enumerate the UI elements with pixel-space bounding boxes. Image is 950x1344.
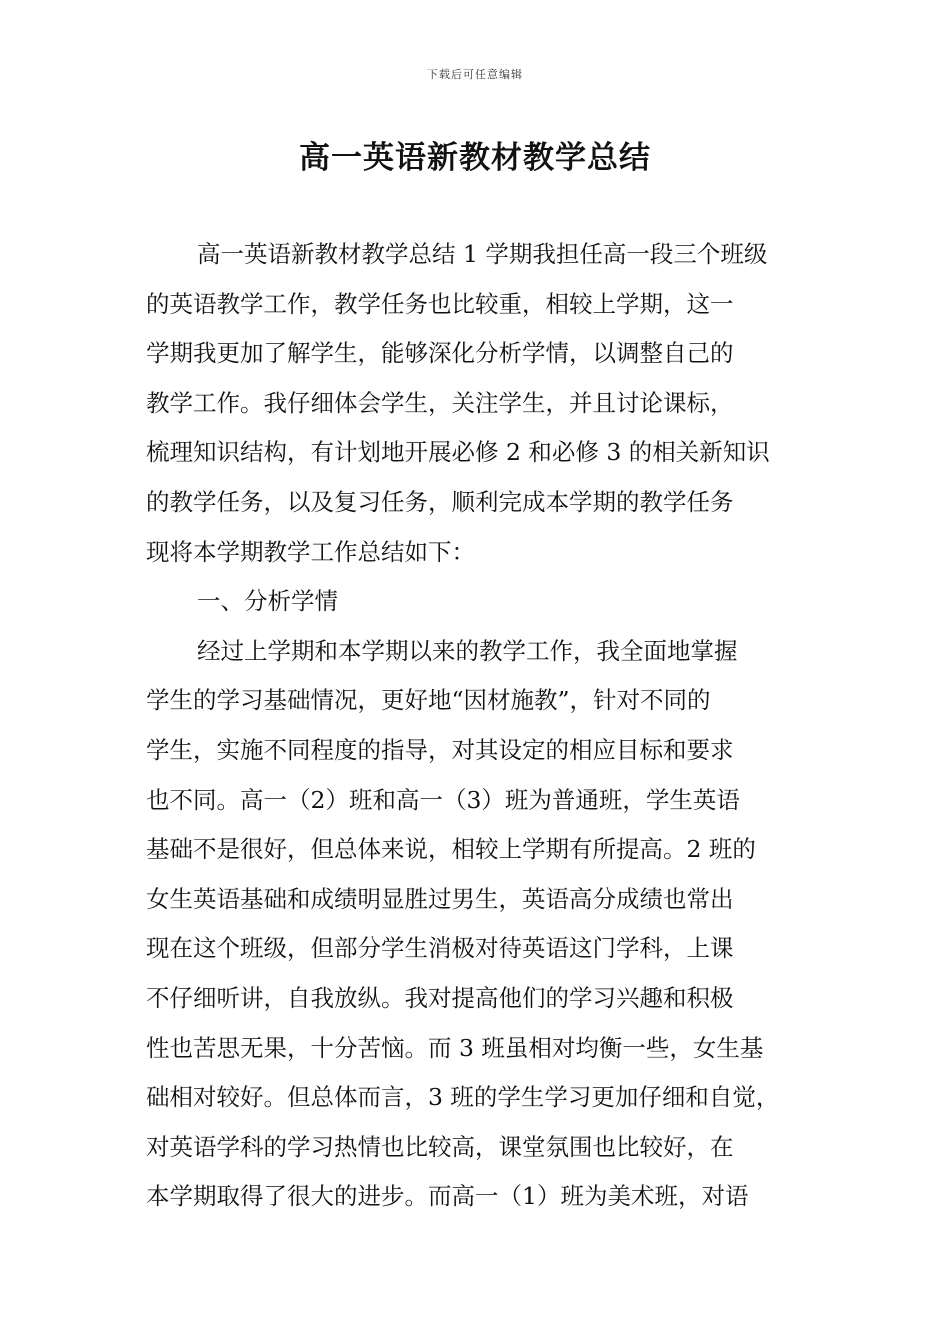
paragraph-line: 学生，实施不同程度的指导，对其设定的相应目标和要求 [146, 735, 734, 764]
body-text [146, 230, 808, 1222]
paragraph-line: 不仔细听讲，自我放纵。我对提高他们的学习兴趣和积极 [146, 983, 734, 1012]
paragraph-line: 的教学任务，以及复习任务，顺利完成本学期的教学任务 [146, 487, 734, 516]
paragraph-line: 高一英语新教材教学总结 1 学期我担任高一段三个班级 [197, 240, 768, 268]
paragraph-line: 教学工作。我仔细体会学生，关注学生，并且讨论课标， [146, 388, 734, 417]
paragraph-line: 对英语学科的学习热情也比较高，课堂氛围也比较好，在 [146, 1132, 734, 1161]
paragraph-line: 一、分析学情 [197, 587, 338, 616]
paragraph-line: 性也苦思无果，十分苦恼。而 3 班虽相对均衡一些，女生基 [146, 1033, 764, 1062]
paragraph-line: 的英语教学工作，教学任务也比较重，相较上学期，这一 [146, 289, 734, 318]
paragraph-line: 本学期取得了很大的进步。而高一（1）班为美术班，对语 [146, 1182, 749, 1211]
paragraph-line: 学生的学习基础情况，更好地“因材施教”，针对不同的 [146, 686, 711, 715]
paragraph-line: 学期我更加了解学生，能够深化分析学情，以调整自己的 [146, 339, 734, 368]
paragraph-line: 基础不是很好，但总体来说，相较上学期有所提高。2 班的 [146, 835, 756, 864]
paragraph-line: 经过上学期和本学期以来的教学工作，我全面地掌握 [197, 636, 738, 665]
paragraph-line: 也不同。高一（2）班和高一（3）班为普通班，学生英语 [146, 785, 740, 814]
paragraph-line: 现将本学期教学工作总结如下： [146, 537, 475, 566]
paragraph-line: 现在这个班级，但部分学生消极对待英语这门学科，上课 [146, 934, 734, 963]
paragraph-line: 女生英语基础和成绩明显胜过男生，英语高分成绩也常出 [146, 884, 734, 913]
paragraph-line: 梳理知识结构，有计划地开展必修 2 和必修 3 的相关新知识 [146, 438, 770, 467]
paragraph-line: 础相对较好。但总体而言，3 班的学生学习更加仔细和自觉， [146, 1083, 780, 1112]
header-note: 下载后可任意编辑 [427, 68, 523, 81]
document-title: 高一英语新教材教学总结 [299, 140, 651, 176]
